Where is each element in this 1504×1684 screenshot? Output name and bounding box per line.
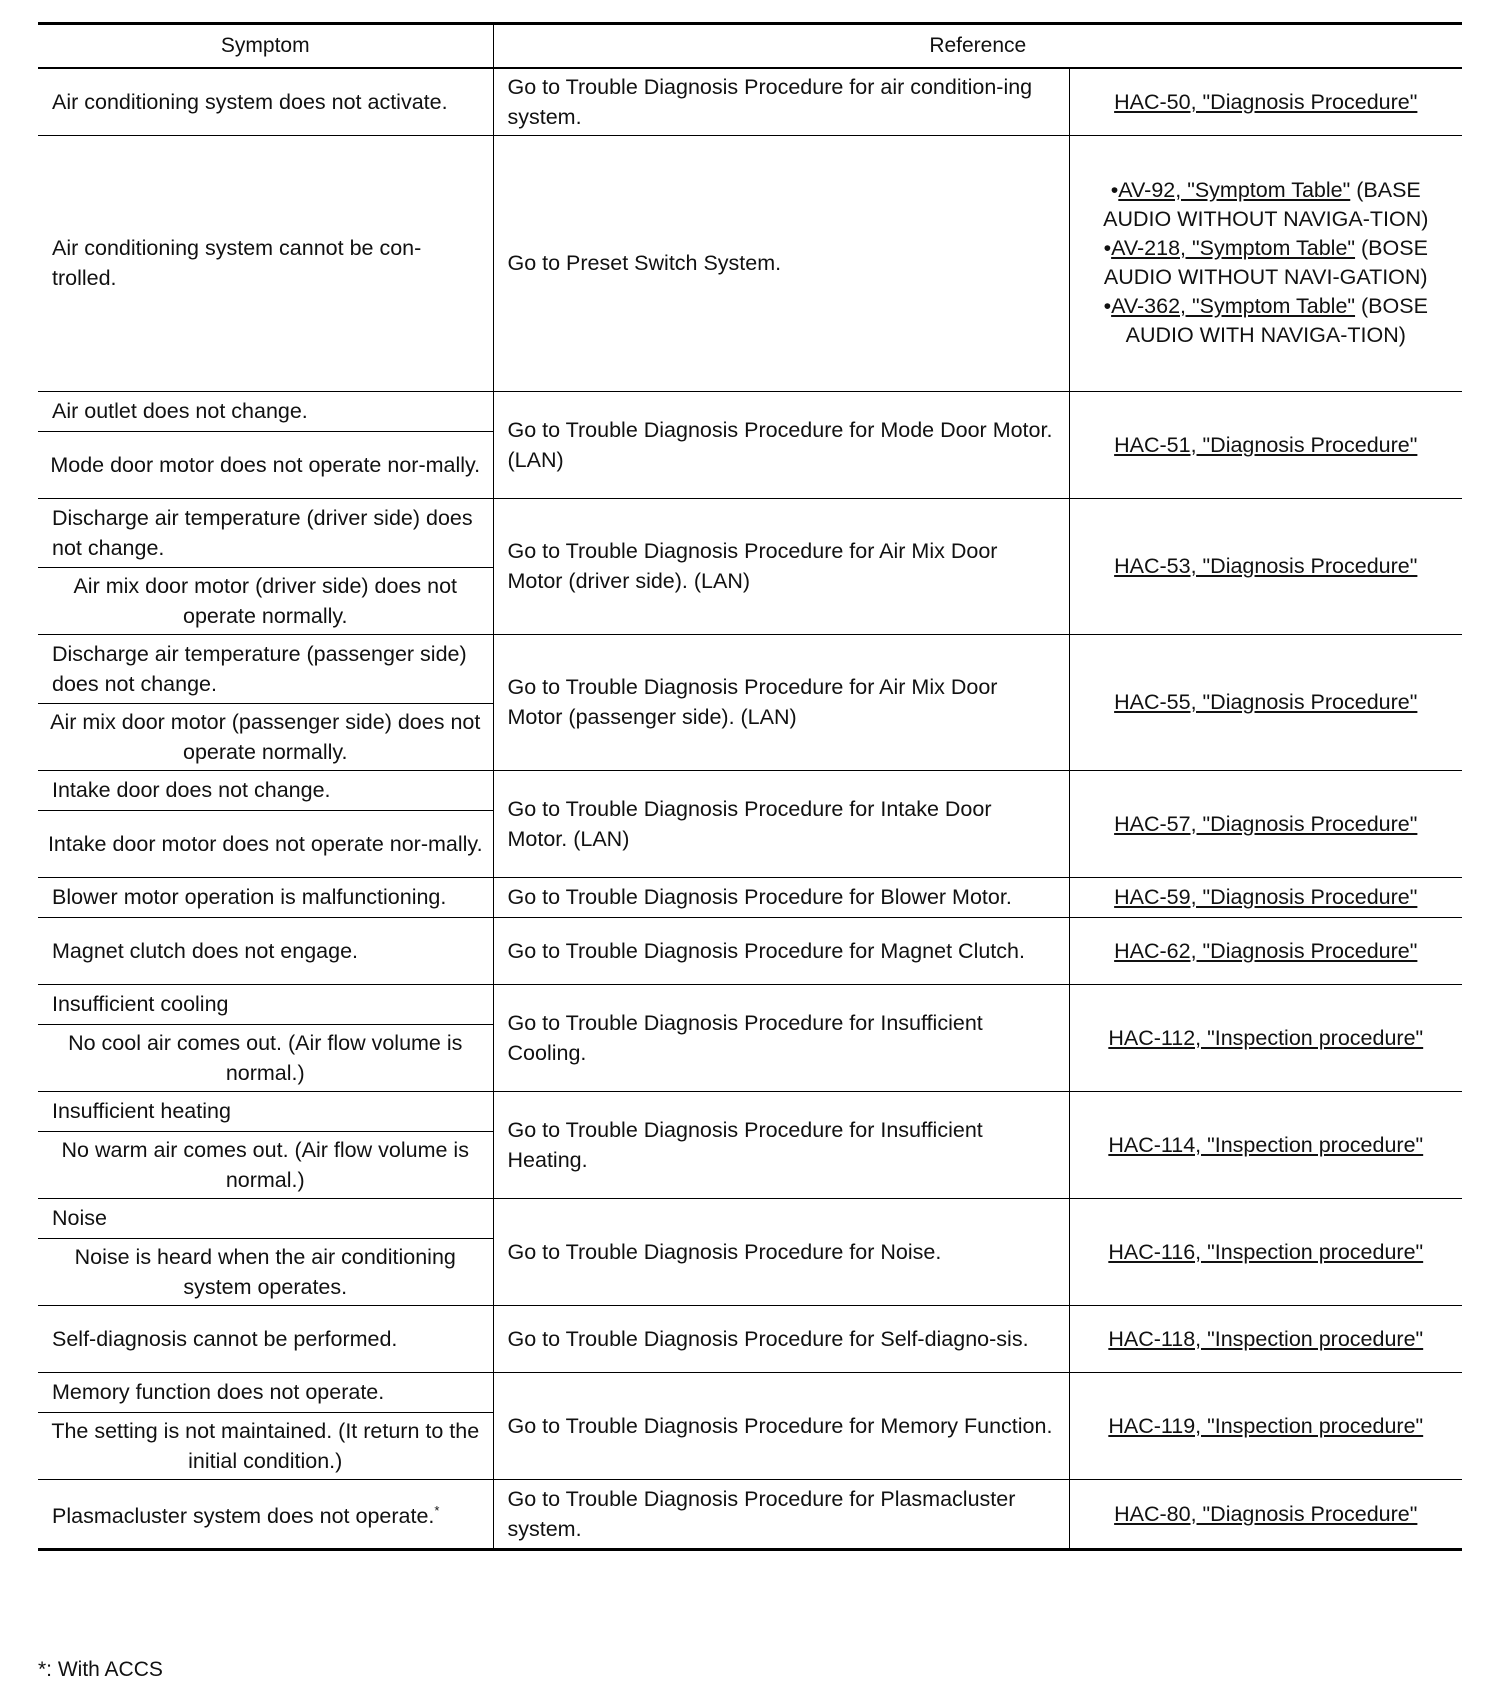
symptom-cell: Air mix door motor (passenger side) does not operate normally. [38,703,493,770]
footnote-marker: * [434,1502,440,1518]
table-row [38,1305,1462,1372]
symptom-cell: Insufficient heating [38,1091,493,1131]
action-cell: Go to Trouble Diagnosis Procedure for Air Mix Door Motor (passenger side). (LAN) [493,634,1069,770]
symptom-cell: The setting is not maintained. (It return to the initial condition.) [38,1412,493,1479]
symptom-cell: Air outlet does not change. [38,391,493,431]
header-reference: Reference [493,24,1462,69]
reference-link[interactable]: HAC-55, "Diagnosis Procedure" [1069,634,1462,770]
reference-link[interactable]: HAC-118, "Inspection procedure" [1069,1305,1462,1372]
table-row [38,917,1462,984]
symptom-cell: Air mix door motor (driver side) does not operate normally. [38,567,493,634]
reference-item: •AV-362, "Symptom Table" (BOSE AUDIO WITH NAVIGA-TION) [1103,294,1428,347]
table-row [38,1479,1462,1549]
action-cell: Go to Trouble Diagnosis Procedure for Air Mix Door Motor (driver side). (LAN) [493,498,1069,634]
symptom-cell: No cool air comes out. (Air flow volume is normal.) [38,1024,493,1091]
action-cell: Go to Trouble Diagnosis Procedure for Noise. [493,1198,1069,1305]
reference-link[interactable]: HAC-62, "Diagnosis Procedure" [1069,917,1462,984]
action-cell: Go to Trouble Diagnosis Procedure for Intake Door Motor. (LAN) [493,770,1069,877]
symptom-cell: Noise [38,1198,493,1238]
table-row [38,877,1462,917]
reference-link[interactable]: HAC-59, "Diagnosis Procedure" [1069,877,1462,917]
reference-item: •AV-92, "Symptom Table" (BASE AUDIO WITHOUT NAVIGA-TION) [1103,178,1429,231]
table-row [38,135,1462,391]
reference-link[interactable]: HAC-57, "Diagnosis Procedure" [1069,770,1462,877]
action-cell: Go to Trouble Diagnosis Procedure for Magnet Clutch. [493,917,1069,984]
reference-link[interactable]: HAC-116, "Inspection procedure" [1069,1198,1462,1305]
table-row [38,498,1462,567]
reference-link[interactable]: AV-92, "Symptom Table" [1118,178,1351,202]
symptom-cell: Air conditioning system cannot be con-trolled. [38,135,493,391]
table-row [38,770,1462,810]
symptom-cell: Insufficient cooling [38,984,493,1024]
header-symptom: Symptom [38,24,493,69]
action-cell: Go to Trouble Diagnosis Procedure for air condition-ing system. [493,68,1069,135]
table-row [38,1198,1462,1238]
reference-link[interactable]: HAC-50, "Diagnosis Procedure" [1069,68,1462,135]
reference-link[interactable]: HAC-51, "Diagnosis Procedure" [1069,391,1462,498]
symptom-cell: Blower motor operation is malfunctioning. [38,877,493,917]
footnote: *: With ACCS [38,1658,163,1681]
reference-link[interactable]: AV-362, "Symptom Table" [1111,294,1356,318]
symptom-cell: Discharge air temperature (passenger side) does not change. [38,634,493,703]
symptom-cell: No warm air comes out. (Air flow volume is normal.) [38,1131,493,1198]
table-row [38,1372,1462,1412]
action-cell: Go to Trouble Diagnosis Procedure for Insufficient Heating. [493,1091,1069,1198]
reference-item: •AV-218, "Symptom Table" (BOSE AUDIO WITHOUT NAVI-GATION) [1103,236,1428,289]
symptom-cell: Mode door motor does not operate nor-mally. [38,431,493,498]
symptom-cell: Self-diagnosis cannot be performed. [38,1305,493,1372]
reference-link[interactable]: HAC-53, "Diagnosis Procedure" [1069,498,1462,634]
symptom-table [38,22,1462,1551]
table-row [38,68,1462,135]
reference-link[interactable]: AV-218, "Symptom Table" [1111,236,1356,260]
table-header-row [38,24,1462,69]
reference-link[interactable]: HAC-114, "Inspection procedure" [1069,1091,1462,1198]
symptom-cell: Memory function does not operate. [38,1372,493,1412]
action-cell: Go to Trouble Diagnosis Procedure for Mode Door Motor. (LAN) [493,391,1069,498]
reference-link[interactable]: HAC-112, "Inspection procedure" [1069,984,1462,1091]
table-row [38,391,1462,431]
symptom-cell: Magnet clutch does not engage. [38,917,493,984]
symptom-cell: Intake door does not change. [38,770,493,810]
action-cell: Go to Trouble Diagnosis Procedure for Self-diagno-sis. [493,1305,1069,1372]
reference-cell [1069,135,1462,391]
action-cell: Go to Trouble Diagnosis Procedure for Plasmacluster system. [493,1479,1069,1549]
action-cell: Go to Preset Switch System. [493,135,1069,391]
symptom-table-wrapper [38,22,1462,1551]
table-row [38,1091,1462,1131]
symptom-cell: Air conditioning system does not activate. [38,68,493,135]
symptom-cell: Discharge air temperature (driver side) does not change. [38,498,493,567]
action-cell: Go to Trouble Diagnosis Procedure for Insufficient Cooling. [493,984,1069,1091]
table-row [38,984,1462,1024]
action-cell: Go to Trouble Diagnosis Procedure for Memory Function. [493,1372,1069,1479]
table-row [38,634,1462,703]
reference-link[interactable]: HAC-80, "Diagnosis Procedure" [1069,1479,1462,1549]
symptom-cell: Intake door motor does not operate nor-mally. [38,810,493,877]
symptom-cell: Noise is heard when the air conditioning system operates. [38,1238,493,1305]
symptom-cell: Plasmacluster system does not operate.* [38,1479,493,1549]
reference-link[interactable]: HAC-119, "Inspection procedure" [1069,1372,1462,1479]
action-cell: Go to Trouble Diagnosis Procedure for Blower Motor. [493,877,1069,917]
